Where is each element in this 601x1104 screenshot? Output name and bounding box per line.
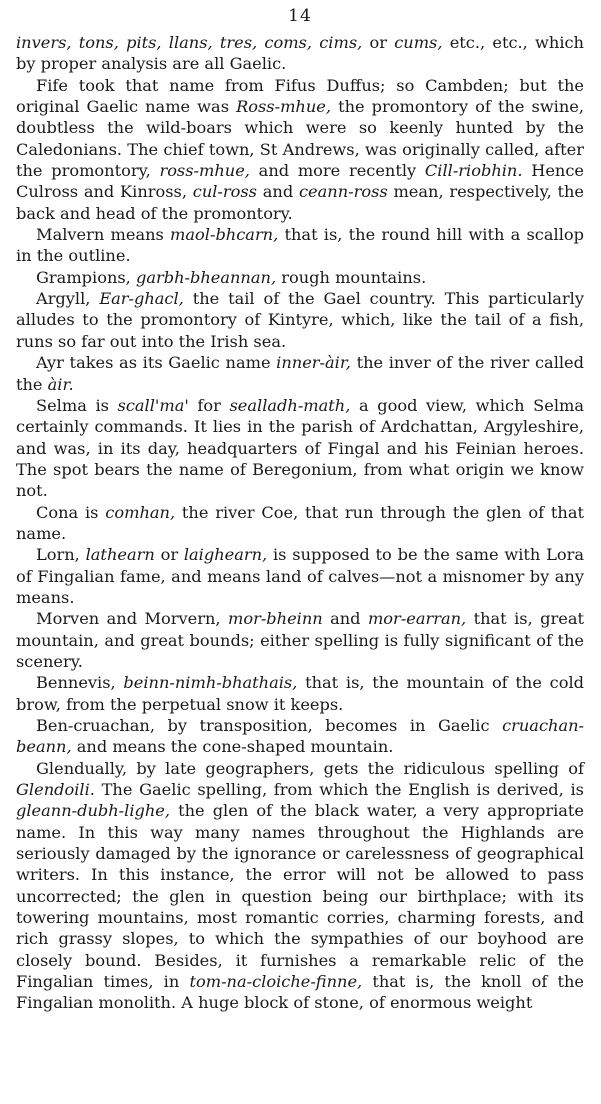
- text-run: etc., etc., which by proper analysis are all Gaelic.: [16, 33, 584, 74]
- italic-term: cruachan-beann,: [16, 716, 584, 757]
- text-run: is supposed to be the same with Lora of Fingalian fame, and means land of calves—not a misnomer by any means.: [16, 545, 584, 607]
- text-run: Ben-cruachan, by transposition, becomes in Gaelic: [36, 716, 503, 735]
- italic-term: inner-àir,: [276, 353, 351, 373]
- text-run: the tail of the Gael country. This particularly alludes to the promontory of Kintyre, which, like the tail of a fish, runs so far out into the Irish sea.: [16, 289, 584, 351]
- italic-term: scall'ma': [117, 395, 189, 415]
- text-run: a good view, which Selma certainly commands. It lies in the parish of Ardchattan, Argyleshire, and was, in its day, headquarters of Fingal and his Feinian heroes. The spot bears the name of Beregonium, from what origin we know not.: [16, 395, 584, 501]
- italic-term: Glendoili.: [16, 780, 95, 800]
- text-run: that is, the round hill with a scallop in the outline.: [16, 225, 584, 266]
- paragraph: [16, 395, 584, 502]
- italic-term: cul-ross: [192, 182, 257, 202]
- text-run: or: [154, 545, 184, 565]
- text-run: that is, the knoll of the Fingalian monolith. A huge block of stone, of enormous weight: [16, 972, 584, 1013]
- text-run: Malvern means: [36, 225, 171, 245]
- text-run: the glen of the black water, a very appropriate name. In this way many names throughout the Highlands are seriously damaged by the ignorance or carelessness of geographical writers. In this instance, the error will not be allowed to pass uncorrected; the glen in question being our birthplace; with its towering mountains, most romantic corries, charming forests, and rich grassy slopes, to which the sympathies of our boyhood are closely bound. Besides, it furnishes a remarkable relic of the Fingalian times, in: [16, 801, 584, 992]
- text-run: and more recently: [249, 161, 425, 181]
- italic-term: mor-earran,: [367, 609, 467, 629]
- text-run: rough mountains.: [276, 267, 427, 287]
- paragraph: [16, 544, 584, 608]
- text-run: Ayr takes as its Gaelic name: [36, 353, 277, 373]
- italic-term: ceann-ross: [298, 182, 388, 202]
- text-run: the promontory of the swine, doubtless the wild-boars which were so keenly hunted by the Caledonians. The chief town, St Andrews, was originally called, after the promontory,: [16, 97, 585, 181]
- italic-term: gleann-dubh-lighe,: [16, 801, 171, 821]
- paragraph: [16, 502, 584, 545]
- text-run: the inver of the river called the: [16, 353, 584, 394]
- text-run: or: [362, 33, 395, 52]
- italic-term: Ross-mhue,: [236, 97, 332, 117]
- paragraph: [16, 288, 584, 352]
- text-run: and: [257, 182, 299, 202]
- italic-term: comhan,: [105, 502, 176, 522]
- italic-term: sealladh-math,: [229, 395, 351, 415]
- text-run: Hence Culross and Kinross,: [16, 161, 585, 202]
- text-run: mean, respectively, the back and head of the promontory.: [16, 182, 584, 223]
- text-run: that is, the mountain of the cold brow, from the perpetual snow it keeps.: [16, 673, 584, 714]
- italic-term: mor-bheinn: [227, 609, 323, 629]
- italic-term: àir.: [47, 374, 74, 394]
- paragraph: [16, 352, 584, 395]
- italic-term: cums,: [394, 33, 443, 52]
- paragraph: [16, 672, 584, 715]
- paragraph: [16, 715, 584, 758]
- text-run: and means the cone-shaped mountain.: [71, 737, 394, 757]
- text-run: and: [322, 609, 368, 629]
- paragraph: [16, 758, 584, 1014]
- page-number: 14: [288, 6, 312, 26]
- body-text: [16, 32, 584, 1014]
- italic-term: beinn-nimh-bhathais,: [123, 673, 298, 693]
- text-run: Cona is: [36, 502, 106, 522]
- italic-term: invers, tons, pits, llans, tres, coms, cims,: [16, 33, 363, 52]
- italic-term: Ear-ghacl,: [99, 289, 184, 309]
- text-run: Selma is: [36, 395, 118, 415]
- text-run: Grampions,: [36, 267, 136, 287]
- paragraph: [16, 75, 584, 224]
- paragraph: [16, 32, 584, 75]
- paragraph: [16, 608, 584, 672]
- text-run: The Gaelic spelling, from which the English is derived, is: [94, 780, 584, 800]
- text-run: Glendually, by late geographers, gets the ridiculous spelling of: [36, 758, 584, 778]
- text-run: Morven and Morvern,: [36, 609, 228, 629]
- italic-term: ross-mhue,: [159, 161, 250, 181]
- italic-term: laighearn,: [183, 545, 268, 565]
- text-run: Lorn,: [36, 545, 86, 565]
- italic-term: Cill-riobhin.: [424, 161, 523, 181]
- text-run: the river Coe, that run through the glen of that name.: [16, 502, 585, 543]
- text-run: for: [188, 395, 230, 415]
- italic-term: maol-bhcarn,: [170, 225, 279, 245]
- paragraph: [16, 267, 584, 288]
- text-run: that is, great mountain, and great bounds; either spelling is fully significant of the scenery.: [16, 609, 584, 671]
- text-run: Fife took that name from Fifus Duffus; so Cambden; but the original Gaelic name was: [16, 75, 584, 117]
- paragraph: [16, 224, 584, 267]
- text-run: Argyll,: [36, 289, 100, 309]
- italic-term: garbh-bheannan,: [135, 267, 277, 287]
- italic-term: tom-na-cloiche-finne,: [189, 972, 363, 992]
- italic-term: lathearn: [85, 545, 155, 565]
- text-run: Bennevis,: [36, 673, 124, 693]
- book-page: [16, 6, 584, 1014]
